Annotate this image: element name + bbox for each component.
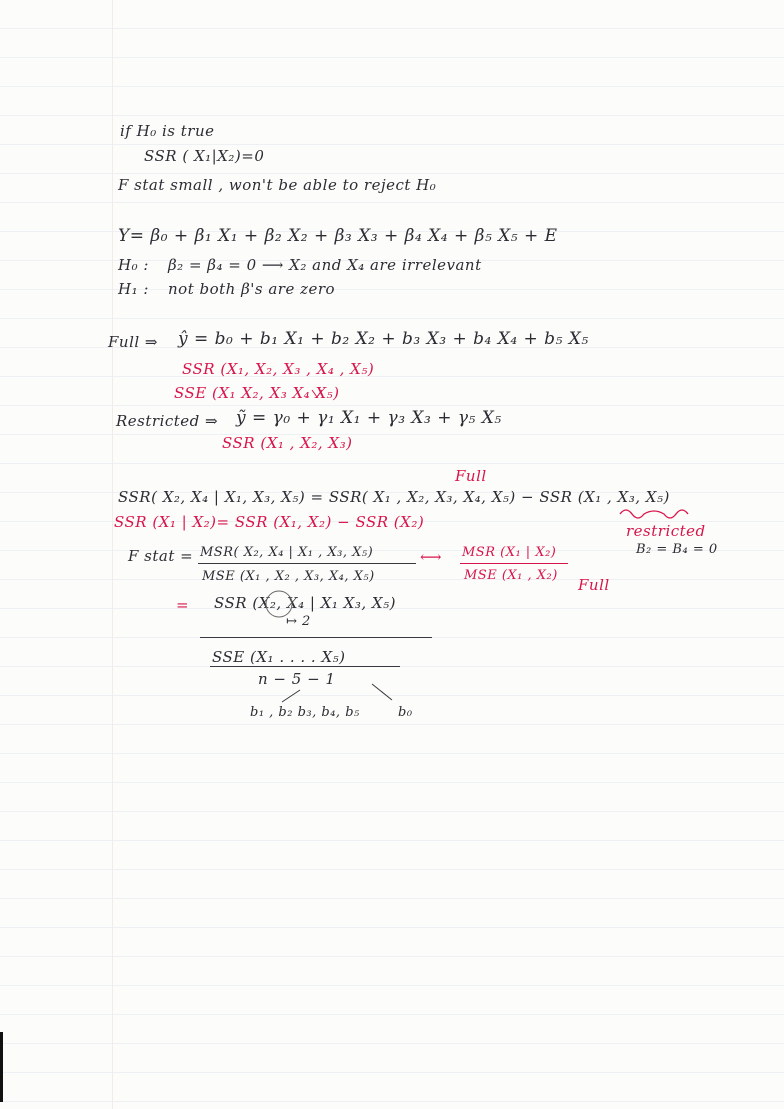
restricted-model-eq: ỹ = γ₀ + γ₁ X₁ + γ₃ X₃ + γ₅ X₅ — [236, 408, 502, 428]
ssr-zero-line: SSR ( X₁|X₂)=0 — [144, 147, 265, 165]
h1-hypothesis: not both β's are zero — [168, 280, 336, 298]
full-label: Full ⇒ — [108, 333, 158, 351]
full-annotation-2: Full — [578, 576, 610, 594]
sse-denominator: SSE (X₁ . . . . X₅) — [212, 648, 346, 666]
restricted-label: Restricted ⇒ — [116, 412, 219, 430]
equals-sign: = — [176, 596, 190, 614]
regression-model: Y= β₀ + β₁ X₁ + β₂ X₂ + β₃ X₃ + β₄ X₄ + β₅ X₅ + E — [118, 226, 558, 246]
ssr-full-model: SSR (X₁, X₂, X₃ , X₄ , X₅) — [182, 360, 375, 378]
df-pointer-left — [282, 690, 300, 702]
fstat-label: F stat = — [128, 547, 194, 565]
df-pointer-right — [372, 684, 392, 700]
full-model-eq: ŷ = b₀ + b₁ X₁ + b₂ X₂ + b₃ X₃ + b₄ X₄ + b₅ X₅ — [178, 329, 589, 349]
restricted-condition: B₂ = B₄ = 0 — [636, 542, 718, 557]
h1-label: H₁ : — [118, 280, 149, 298]
degrees-two-note: ↦ 2 — [286, 614, 311, 629]
degrees-of-freedom: n − 5 − 1 — [258, 670, 336, 688]
circle-x2-mark — [266, 591, 292, 617]
h0-label: H₀ : — [118, 256, 149, 274]
fstat-numerator: MSR( X₂, X₄ | X₁ , X₃, X₅) — [200, 545, 374, 560]
full-annotation: Full — [455, 467, 487, 485]
fstat-denominator-example: MSE (X₁ , X₂) — [464, 568, 558, 583]
tick-mark — [312, 390, 322, 397]
sse-full-model: SSE (X₁ X₂, X₃ X₄ X₅) — [174, 384, 340, 402]
extra-ssr-identity: SSR( X₂, X₄ | X₁, X₃, X₅) = SSR( X₁ , X₂, X₃, X₄, X₅) − SSR (X₁ , X₃, X₅) — [118, 488, 670, 506]
ssr-numerator: SSR (X₂, X₄ | X₁ X₃, X₅) — [214, 594, 396, 612]
coefficient-list: b₁ , b₂ b₃, b₄, b₅ — [250, 705, 360, 720]
intercept-label: b₀ — [398, 705, 413, 720]
extra-ssr-identity-example: SSR (X₁ | X₂)= SSR (X₁, X₂) − SSR (X₂) — [114, 513, 425, 531]
fstat-small-line: F stat small , won't be able to reject H₀ — [118, 176, 437, 194]
fstat-denominator: MSE (X₁ , X₂ , X₃, X₄, X₅) — [202, 569, 375, 584]
fstat-numerator-example: MSR (X₁ | X₂) — [462, 545, 557, 560]
h0-hypothesis: β₂ = β₄ = 0 ⟶ X₂ and X₄ are irrelevant — [168, 256, 482, 274]
restricted-annotation: restricted — [626, 522, 706, 540]
double-arrow: ⟷ — [420, 548, 443, 566]
ssr-restricted-model: SSR (X₁ , X₂, X₃) — [222, 434, 353, 452]
restricted-brace — [620, 510, 688, 518]
h0-true-line: if H₀ is true — [120, 122, 215, 140]
